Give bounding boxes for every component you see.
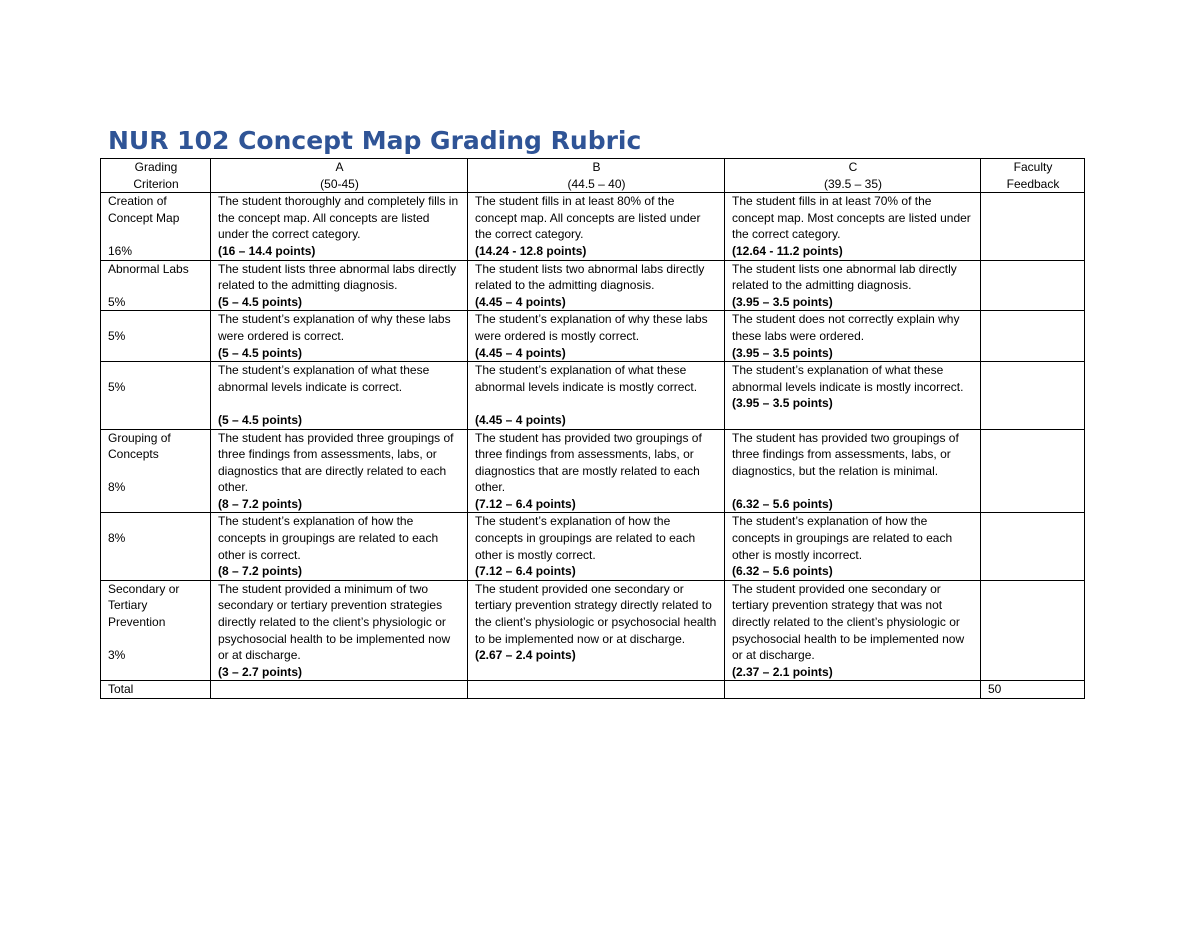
grade-c-cell: The student’s explanation of what these abnormal levels indicate is mostly incorrect. (3.95 – 3.5 points) (725, 362, 981, 429)
header-criterion: Grading Criterion (101, 159, 211, 193)
header-grade-b: B (44.5 – 40) (468, 159, 725, 193)
grade-c-cell: The student does not correctly explain why these labs were ordered. (3.95 – 3.5 points) (725, 311, 981, 362)
grade-a-cell: The student’s explanation of what these abnormal levels indicate is correct. (5 – 4.5 points) (211, 362, 468, 429)
grade-a-cell: The student’s explanation of why these labs were ordered is correct. (5 – 4.5 points) (211, 311, 468, 362)
criterion-weight: 3% (108, 648, 126, 663)
criterion-cell (101, 362, 211, 429)
feedback-cell[interactable] (981, 513, 1085, 580)
table-row (101, 429, 1085, 513)
criterion-cell (101, 513, 211, 580)
points-range: (16 – 14.4 points) (218, 243, 316, 258)
table-row (101, 362, 1085, 429)
grade-b-cell: The student’s explanation of why these labs were ordered is mostly correct. (4.45 – 4 points) (468, 311, 725, 362)
grade-c-cell: The student provided one secondary or tertiary prevention strategy that was not directly related to the client’s physiologic or psychosocial health to be implemented now or at discharge. (2.37 – 2.1 points) (725, 580, 981, 681)
points-range: (6.32 – 5.6 points) (732, 564, 833, 579)
feedback-cell[interactable] (981, 429, 1085, 513)
points-range: (2.67 – 2.4 points) (475, 648, 576, 663)
criterion-cell: Grouping of Concepts 8% (101, 429, 211, 513)
grading-rubric-table (100, 158, 1085, 699)
grade-a-cell: The student thoroughly and completely fills in the concept map. All concepts are listed under the correct category. (16 – 14.4 points) (211, 193, 468, 260)
grade-b-cell: The student’s explanation of how the concepts in groupings are related to each other is mostly correct. (7.12 – 6.4 points) (468, 513, 725, 580)
table-row (101, 311, 1085, 362)
criterion-weight: 5% (108, 294, 126, 309)
criterion-weight: 8% (108, 531, 126, 546)
header-faculty-feedback: Faculty Feedback (981, 159, 1085, 193)
grade-b-cell: The student has provided two groupings of three findings from assessments, labs, or diagnostics that are mostly related to each other. (7.12 – 6.4 points) (468, 429, 725, 513)
total-grade-b-cell (468, 681, 725, 699)
criterion-cell: Creation of Concept Map 16% (101, 193, 211, 260)
points-range: (5 – 4.5 points) (218, 294, 303, 309)
total-grade-a-cell (211, 681, 468, 699)
grade-a-cell: The student has provided three groupings of three findings from assessments, labs, or diagnostics that are directly related to each other. (8 – 7.2 points) (211, 429, 468, 513)
total-row (101, 681, 1085, 699)
grade-b-cell: The student’s explanation of what these abnormal levels indicate is mostly correct. (4.45 – 4 points) (468, 362, 725, 429)
points-range: (5 – 4.5 points) (218, 412, 303, 427)
header-row (101, 159, 1085, 193)
criterion-weight: 5% (108, 379, 126, 394)
criterion-cell: Abnormal Labs 5% (101, 260, 211, 311)
grade-a-cell: The student lists three abnormal labs directly related to the admitting diagnosis. (5 – 4.5 points) (211, 260, 468, 311)
total-label: Total (101, 681, 211, 699)
points-range: (6.32 – 5.6 points) (732, 496, 833, 511)
points-range: (7.12 – 6.4 points) (475, 564, 576, 579)
points-range: (8 – 7.2 points) (218, 564, 303, 579)
grade-a-cell: The student’s explanation of how the concepts in groupings are related to each other is correct. (8 – 7.2 points) (211, 513, 468, 580)
table-row (101, 513, 1085, 580)
total-grade-c-cell (725, 681, 981, 699)
points-range: (3 – 2.7 points) (218, 664, 303, 679)
points-range: (2.37 – 2.1 points) (732, 664, 833, 679)
criterion-cell: Secondary or Tertiary Prevention 3% (101, 580, 211, 681)
grade-c-cell: The student fills in at least 70% of the concept map. Most concepts are listed under the correct category. (12.64 - 11.2 points) (725, 193, 981, 260)
points-range: (3.95 – 3.5 points) (732, 294, 833, 309)
grade-b-cell: The student lists two abnormal labs directly related to the admitting diagnosis. (4.45 – 4 points) (468, 260, 725, 311)
table-row (101, 580, 1085, 681)
feedback-cell[interactable] (981, 311, 1085, 362)
feedback-cell[interactable] (981, 260, 1085, 311)
table-row (101, 193, 1085, 260)
table-row (101, 260, 1085, 311)
points-range: (5 – 4.5 points) (218, 345, 303, 360)
header-grade-c: C (39.5 – 35) (725, 159, 981, 193)
criterion-weight: 16% (108, 243, 133, 258)
grade-c-cell: The student has provided two groupings of three findings from assessments, labs, or diagnostics, but the relation is minimal. (6.32 – 5.6 points) (725, 429, 981, 513)
total-value: 50 (981, 681, 1085, 699)
points-range: (7.12 – 6.4 points) (475, 496, 576, 511)
criterion-cell (101, 311, 211, 362)
feedback-cell[interactable] (981, 362, 1085, 429)
points-range: (3.95 – 3.5 points) (732, 396, 833, 411)
grade-b-cell: The student provided one secondary or tertiary prevention strategy directly related to the client’s physiologic or psychosocial health to be implemented now or at discharge. (2.67 – 2.4 points) (468, 580, 725, 681)
points-range: (8 – 7.2 points) (218, 496, 303, 511)
points-range: (4.45 – 4 points) (475, 294, 566, 309)
feedback-cell[interactable] (981, 580, 1085, 681)
criterion-weight: 8% (108, 480, 126, 495)
points-range: (4.45 – 4 points) (475, 345, 566, 360)
criterion-weight: 5% (108, 328, 126, 343)
points-range: (12.64 - 11.2 points) (732, 243, 843, 258)
grade-a-cell: The student provided a minimum of two secondary or tertiary prevention strategies directly related to the client’s physiologic or psychosocial health to be implemented now or at discharge. (3 – 2.7 points) (211, 580, 468, 681)
header-grade-a: A (50-45) (211, 159, 468, 193)
points-range: (4.45 – 4 points) (475, 412, 566, 427)
points-range: (3.95 – 3.5 points) (732, 345, 833, 360)
grade-b-cell: The student fills in at least 80% of the concept map. All concepts are listed under the correct category. (14.24 - 12.8 points) (468, 193, 725, 260)
feedback-cell[interactable] (981, 193, 1085, 260)
grade-c-cell: The student lists one abnormal lab directly related to the admitting diagnosis. (3.95 – 3.5 points) (725, 260, 981, 311)
points-range: (14.24 - 12.8 points) (475, 243, 587, 258)
grade-c-cell: The student’s explanation of how the concepts in groupings are related to each other is mostly incorrect. (6.32 – 5.6 points) (725, 513, 981, 580)
page-title: NUR 102 Concept Map Grading Rubric (108, 126, 642, 155)
